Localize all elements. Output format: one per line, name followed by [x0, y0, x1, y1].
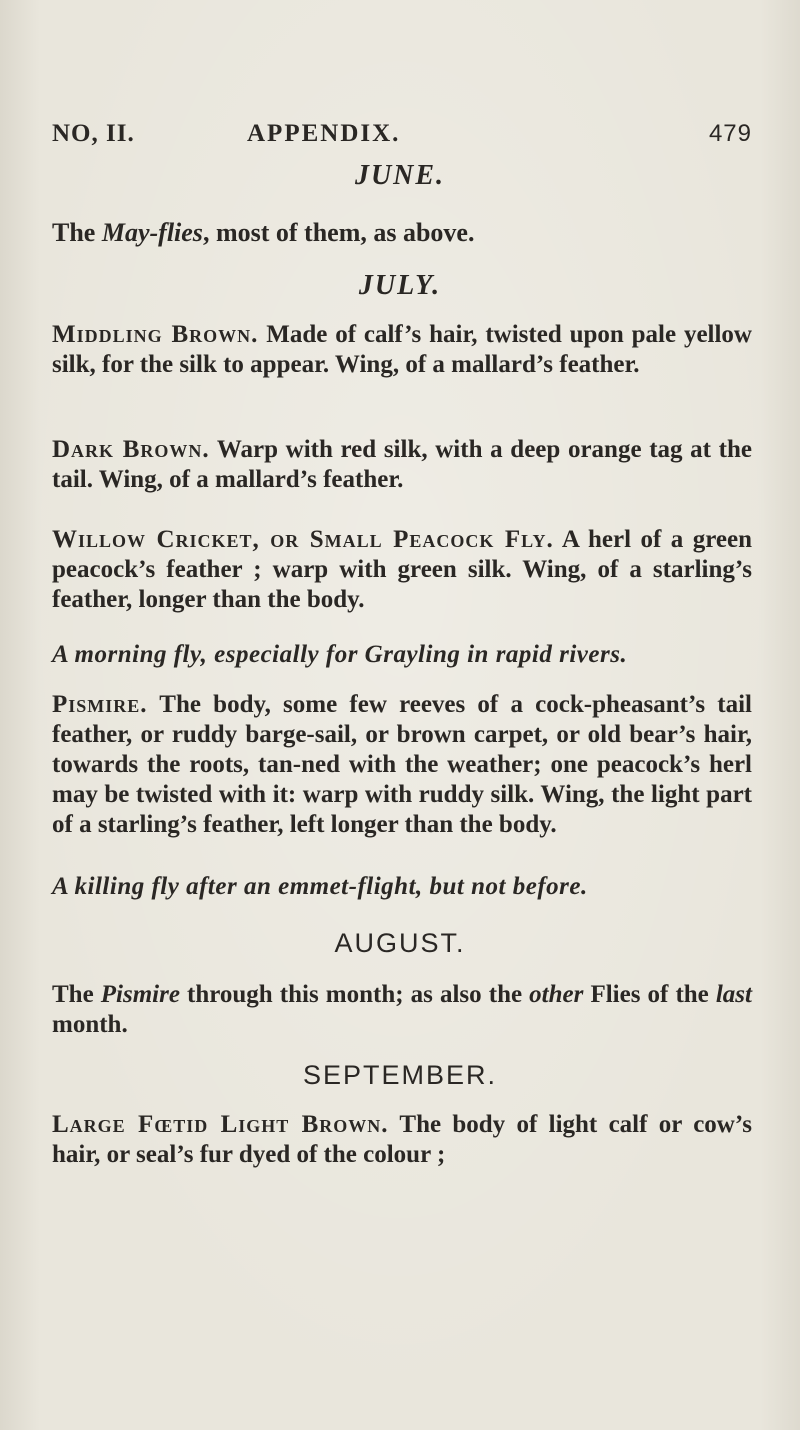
- august-text-post: month.: [52, 1011, 128, 1038]
- august-italic-other: other: [529, 981, 584, 1008]
- entry-large-foetid-light-brown: [52, 1110, 752, 1170]
- june-text-post: , most of them, as above.: [202, 218, 475, 247]
- july-note-killing-fly: A killing fly after an emmet-flight, but not before.: [52, 873, 588, 900]
- entry-name: Willow Cricket, or Small Peacock Fly.: [52, 526, 554, 553]
- entry-text: The body, some few reeves of a cock-pheasant’s tail feather, or ruddy barge-sail, or brown carpet, or old bear’s hair, towards the roots, tan-ned with the weather; one peacock’s herl may be twisted with it: warp with ruddy silk. Wing, the light part of a starling’s feather, left longer than the body.: [52, 691, 752, 838]
- header-section-number: NO, II.: [52, 120, 135, 147]
- heading-september: SEPTEMBER.: [302, 1060, 498, 1090]
- entry-middling-brown: [52, 320, 752, 380]
- heading-july: JULY.: [358, 270, 442, 301]
- august-text-pre: The: [52, 981, 101, 1008]
- entry-willow-cricket: [52, 525, 752, 615]
- entry-name: Large Fœtid Light Brown.: [52, 1111, 389, 1138]
- august-italic-last: last: [715, 981, 752, 1008]
- entry-dark-brown: [52, 435, 752, 495]
- august-text-mid2: Flies of the: [583, 981, 716, 1008]
- june-text-italic: May-flies: [101, 218, 203, 247]
- august-text-mid: through this month; as also the: [179, 981, 530, 1008]
- header-title: APPENDIX.: [247, 120, 401, 147]
- entry-name: Pismire.: [52, 691, 148, 718]
- july-note-morning-fly: A morning fly, especially for Grayling in rapid rivers.: [52, 641, 628, 668]
- august-italic-pismire: Pismire: [100, 981, 180, 1008]
- heading-june: JUNE.: [354, 160, 446, 191]
- entry-text: The body of light calf or cow’s hair, or seal’s fur dyed of the colour ;: [52, 1111, 752, 1168]
- august-paragraph: [52, 980, 752, 1040]
- running-header: [52, 120, 752, 160]
- page-number: 479: [708, 120, 752, 147]
- entry-text: A herl of a green peacock’s feather ; warp with green silk. Wing, of a starling’s feather, longer than the body.: [52, 526, 752, 613]
- heading-august: AUGUST.: [334, 928, 466, 958]
- june-text-pre: The: [52, 218, 102, 247]
- entry-name: Middling Brown.: [52, 321, 259, 348]
- entry-pismire: [52, 690, 752, 840]
- entry-text: Made of calf’s hair, twisted upon pale yellow silk, for the silk to appear. Wing, of a mallard’s feather.: [52, 321, 752, 378]
- june-paragraph: [52, 218, 752, 248]
- entry-text: Warp with red silk, with a deep orange tag at the tail. Wing, of a mallard’s feather.: [52, 436, 752, 493]
- entry-name: Dark Brown.: [52, 436, 210, 463]
